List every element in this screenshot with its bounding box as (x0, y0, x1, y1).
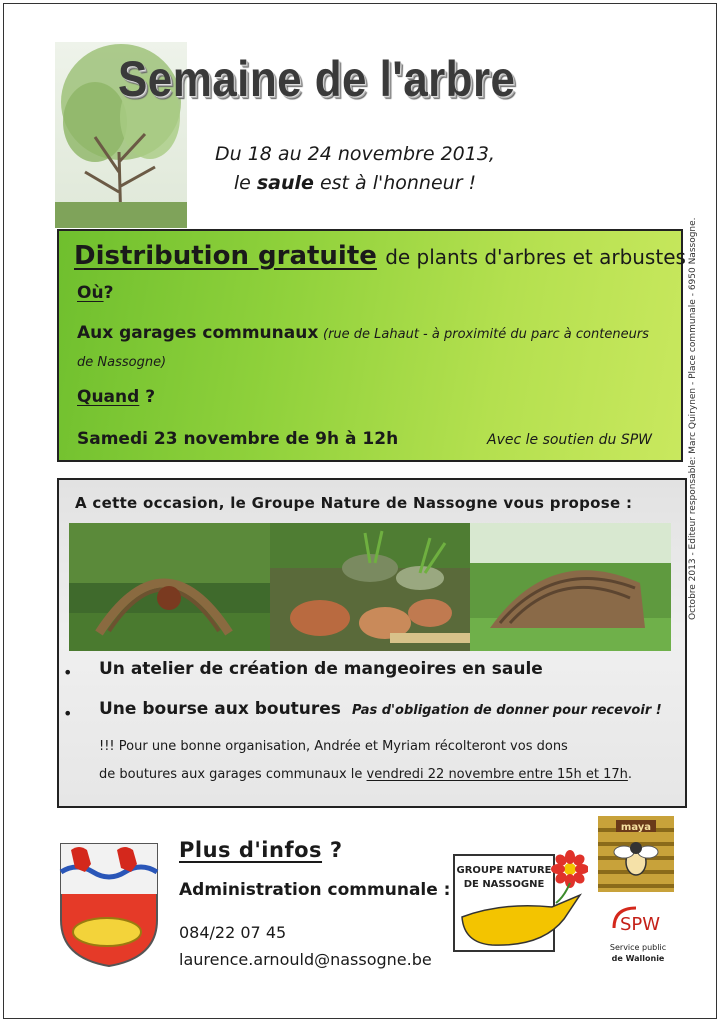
spw-logo (600, 898, 680, 970)
phone-number: 084/22 07 45 (179, 923, 287, 942)
distribution-heading: Distribution gratuite de plants d'arbres et arbustes (74, 241, 686, 271)
svg-text:maya: maya (620, 822, 652, 833)
organisation-note-line2: de boutures aux garages communaux le vendredi 22 novembre entre 15h et 17h. (99, 767, 633, 782)
occasion-heading: A cette occasion, le Groupe Nature de Nassogne vous propose : (75, 494, 633, 512)
workshop-item: Un atelier de création de mangeoires en saule (99, 659, 543, 679)
willow-arch-photo (69, 523, 270, 651)
organisation-note-line1: !!! Pour une bonne organisation, Andrée et Myriam récolteront vos dons (99, 739, 568, 754)
event-dates (190, 140, 520, 198)
support-note: Avec le soutien du SPW (487, 432, 653, 448)
svg-text:SPW: SPW (619, 914, 661, 935)
groupe-nature-nassogne-logo (452, 847, 588, 955)
svg-text:GROUPE NATURE: GROUPE NATURE (456, 865, 552, 876)
bullet-dot: • (63, 704, 73, 723)
when-value: Samedi 23 novembre de 9h à 12h (77, 429, 399, 449)
photo-strip (69, 523, 671, 651)
where-note-2: de Nassogne) (77, 355, 167, 370)
dates-line2: le saule est à l'honneur ! (233, 172, 477, 194)
dates-line1: Du 18 au 24 novembre 2013, (215, 143, 495, 165)
nassogne-coat-of-arms-icon (57, 840, 161, 968)
cuttings-pots-photo (270, 523, 471, 651)
administration-label: Administration communale : (179, 880, 451, 900)
cuttings-exchange-note: Pas d'obligation de donner pour recevoir ! (352, 703, 662, 718)
willow-shelter-photo (470, 523, 671, 651)
page-title: Semaine de l'arbre (118, 51, 516, 107)
bullet-dot: • (63, 663, 73, 682)
maya-logo (598, 816, 674, 892)
more-info-heading: Plus d'infos ? (179, 838, 343, 862)
where-note: (rue de Lahaut - à proximité du parc à conteneurs (323, 327, 649, 342)
when-label: Quand ? (77, 387, 156, 407)
where-label: Où? (77, 283, 114, 303)
svg-text:Service public: Service public (609, 943, 667, 952)
email-address[interactable]: laurence.arnould@nassogne.be (179, 950, 432, 969)
publisher-side-note: Octobre 2013 - Editeur responsable: Marc Quirynen - Place communale - 6950 Nassogne. (688, 217, 698, 620)
where-value: Aux garages communaux (77, 323, 319, 343)
cuttings-exchange-item: Une bourse aux boutures (99, 699, 341, 719)
svg-text:de Wallonie: de Wallonie (611, 954, 665, 963)
svg-text:DE NASSOGNE: DE NASSOGNE (463, 879, 545, 890)
